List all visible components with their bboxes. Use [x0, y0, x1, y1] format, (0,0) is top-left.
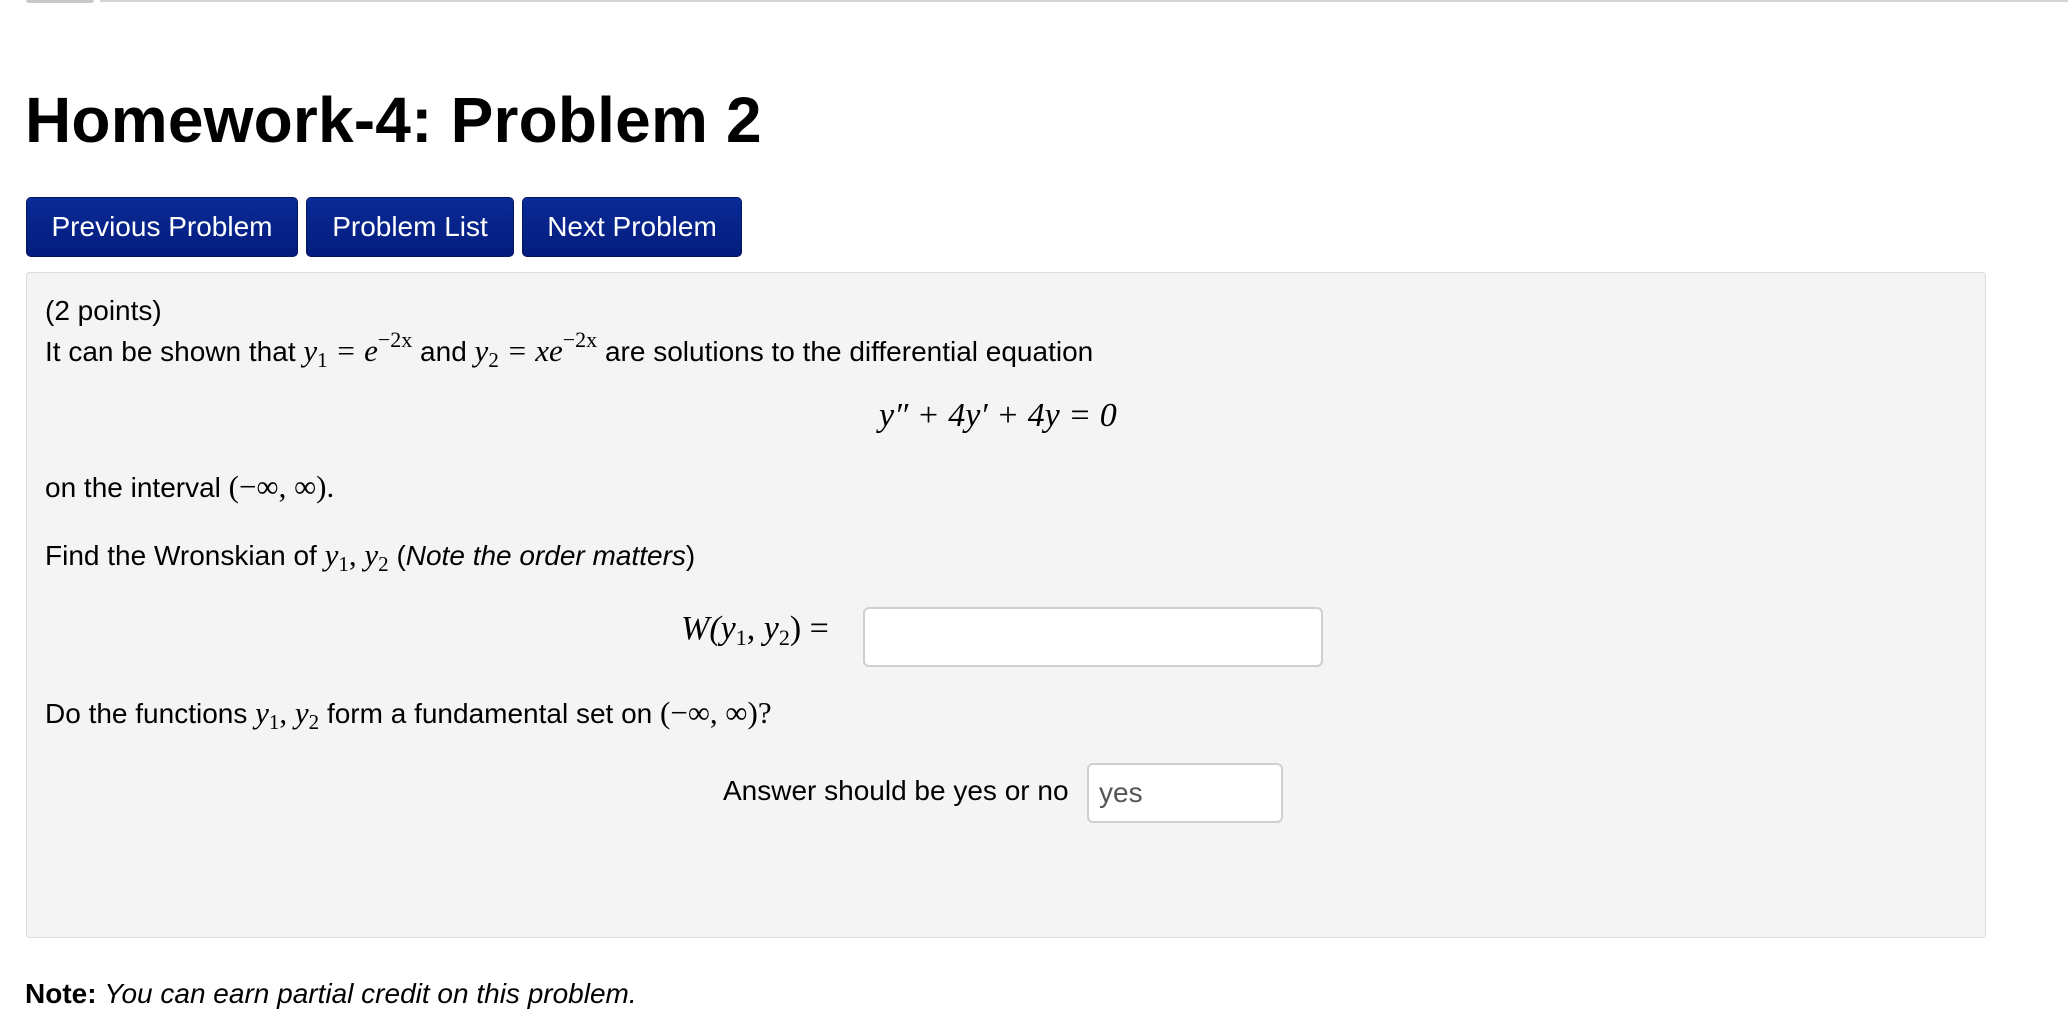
interval-line: [45, 469, 334, 506]
find-note: Note the order matters: [405, 540, 686, 571]
wronskian-label-text: W(y: [681, 610, 736, 647]
y1-exponent: −2x: [377, 327, 413, 352]
top-tab-edge: [26, 0, 94, 3]
fund-y1-var: y: [255, 695, 269, 730]
and-text: and: [420, 336, 467, 367]
fund-y2-var: y: [294, 695, 309, 730]
wronskian-label: $W(y_1$, $y_2$) =: [681, 610, 829, 650]
interval-text: on the interval: [45, 472, 221, 503]
intro-line: [45, 327, 1094, 372]
interval-math: (−∞, ∞).: [228, 469, 335, 504]
find-y2-var: y: [364, 537, 379, 572]
y2-var: y: [474, 333, 489, 368]
wronskian-answer-input[interactable]: [863, 607, 1323, 667]
wronskian-y2-var: y: [763, 610, 779, 647]
find-note-close: ): [685, 540, 696, 571]
fund-y2-sub: 2: [308, 710, 320, 734]
fundamental-prefix: Do the functions: [45, 698, 248, 729]
wronskian-y1-sub: 1: [735, 625, 747, 650]
y2-definition: [474, 327, 598, 372]
points-label: (2 points): [45, 295, 162, 326]
y2-rhs: = xe: [506, 333, 563, 368]
y1-var: y: [303, 333, 318, 368]
intro-suffix: are solutions to the differential equation: [604, 336, 1094, 367]
partial-credit-note: [25, 978, 637, 1010]
previous-problem-button[interactable]: Previous Problem: [26, 197, 298, 257]
problem-list-button[interactable]: Problem List: [306, 197, 514, 257]
intro-prefix: It can be shown that: [45, 336, 296, 367]
wronskian-y2-sub: 2: [778, 625, 790, 650]
note-label: Note:: [25, 978, 97, 1009]
fundamental-suffix: form a fundamental set on: [326, 698, 653, 729]
page-title: Homework-4: Problem 2: [25, 84, 762, 156]
y1-rhs: = e: [335, 333, 378, 368]
top-divider: [100, 0, 2068, 2]
find-y2-sub: 2: [378, 552, 389, 576]
differential-equation: [879, 397, 1117, 435]
note-text: You can earn partial credit on this problem.: [104, 978, 637, 1009]
y2-sub: 2: [488, 348, 499, 372]
yes-no-answer-input[interactable]: [1087, 763, 1283, 823]
find-prefix: Find the Wronskian of: [45, 540, 317, 571]
find-note-open: (: [396, 540, 406, 571]
find-y1-var: y: [324, 537, 339, 572]
fundamental-interval: (−∞, ∞)?: [660, 695, 772, 730]
find-wronskian-line: Find the Wronskian of $y_1$, $y_2$ (Note the order matters): [45, 537, 696, 576]
y2-exponent: −2x: [562, 327, 598, 352]
answer-label: Answer should be yes or no: [723, 775, 1069, 806]
y1-sub: 1: [317, 348, 328, 372]
find-y1-sub: 1: [338, 552, 349, 576]
equation-text: y″ + 4y′ + 4y = 0: [879, 397, 1117, 434]
fund-y1-sub: 1: [268, 710, 280, 734]
problem-panel: [26, 272, 1986, 938]
y1-definition: [303, 327, 413, 372]
fundamental-set-line: Do the functions $y_1$, $y_2$ form a fundamental set on (−∞, ∞)?: [45, 695, 772, 734]
next-problem-button[interactable]: Next Problem: [522, 197, 742, 257]
